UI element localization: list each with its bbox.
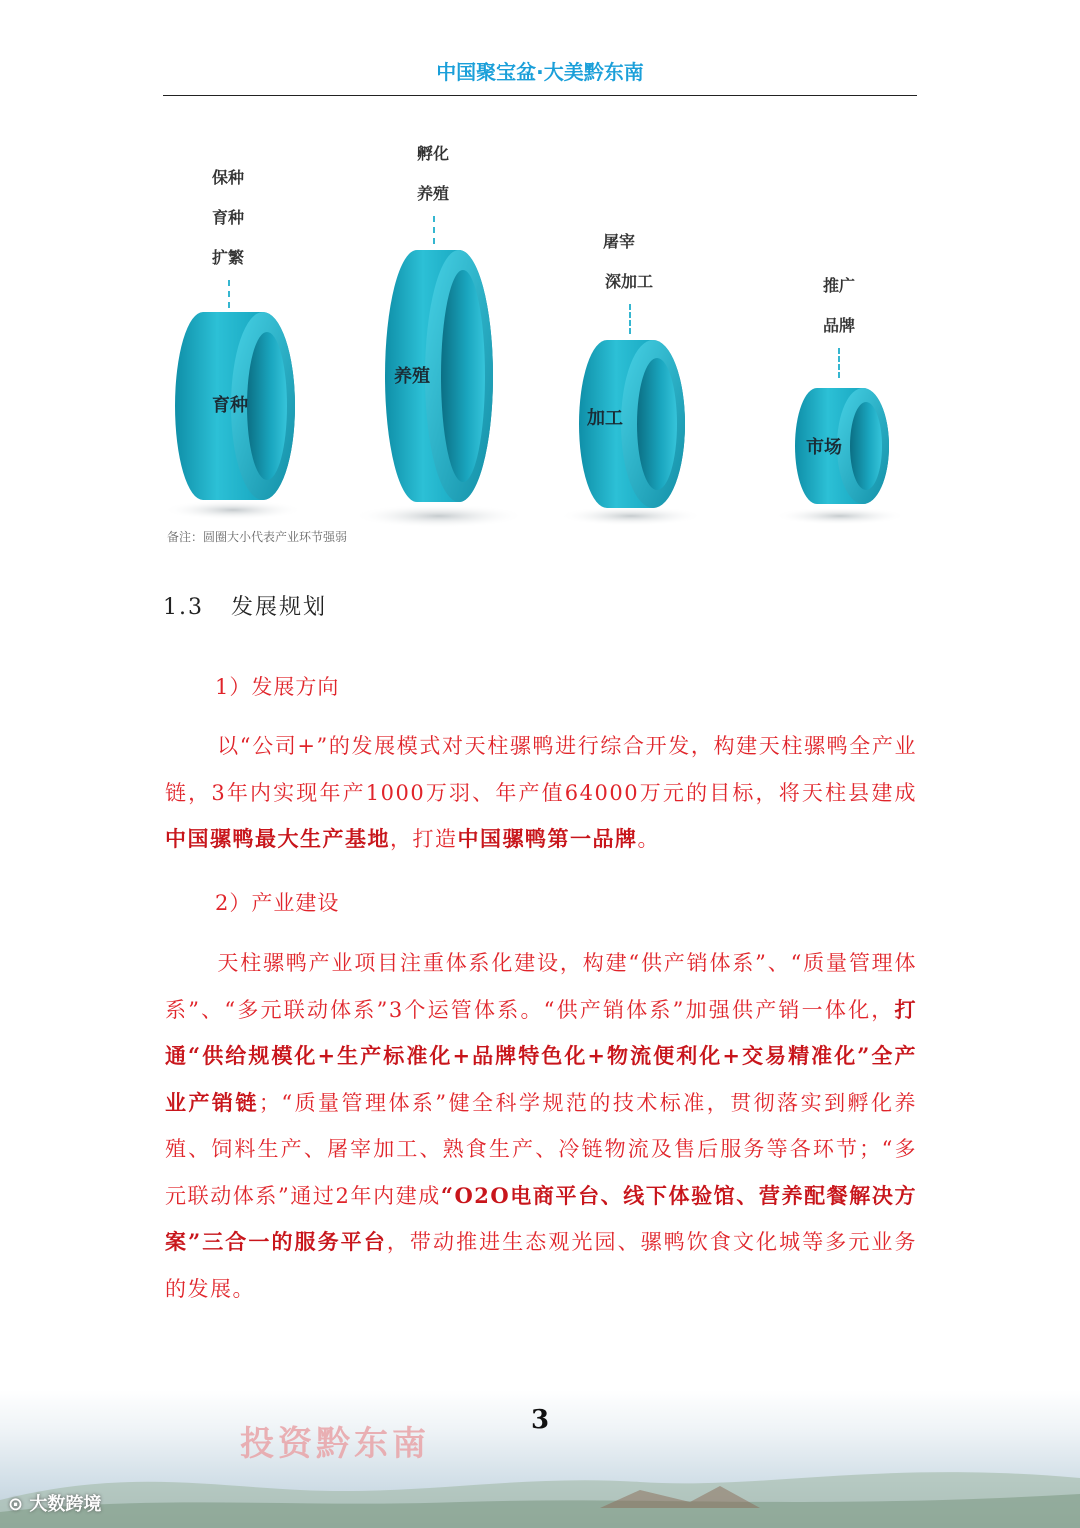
subheading-construction: 2）产业建设 — [215, 891, 340, 915]
header-title: 中国聚宝盆·大美黔东南 — [436, 60, 644, 84]
ring-2-stage-1: 孵化 — [416, 144, 449, 163]
rings-graphic — [163, 118, 917, 528]
para1-bold-brand: 中国骡鸭第一品牌 — [457, 826, 638, 851]
ring-2-stage-2: 养殖 — [416, 184, 449, 203]
para1-text-e: 。 — [637, 827, 660, 851]
watermark-logo: ⊙ 大数跨境 — [8, 1494, 102, 1515]
ring-3-label: 加工 — [587, 408, 623, 429]
para1-text-a: 以“公司+”的发展模式对天柱骡鸭进行综合开发，构建天柱骡鸭全产业链，3年内实现年产1000万羽、年产值64000万元的目标，将天柱县建成 — [165, 734, 917, 805]
section-heading — [163, 590, 327, 621]
ring-4-stage-1: 推广 — [822, 276, 855, 295]
para1-bold-base: 中国骡鸭最大生产基地 — [165, 826, 390, 851]
ring-2 — [353, 250, 525, 528]
ring-1 — [163, 312, 303, 520]
section-number: 1.3 — [163, 595, 204, 620]
ring-4 — [774, 388, 906, 525]
ring-1-stage-1: 保种 — [211, 168, 244, 187]
section-title: 发展规划 — [230, 595, 327, 620]
footer-brand: 投资黔东南 — [240, 1424, 430, 1464]
para2-text-a: 天柱骡鸭产业项目注重体系化建设，构建“供产销体系”、“质量管理体系”、“多元联动体系”3个运管体系。“供产销体系”加强供产销一体化， — [165, 951, 917, 1022]
para2-bold-platform: “O2O电商平台、线下体验馆、营养配餐解决方案”三合一的服务平台 — [165, 1182, 917, 1254]
para2-text-c: ；“质量管理体系”健全科学规范的技术标准，贯彻落实到孵化养殖、饲料生产、屠宰加工、熟食生产、冷链物流及售后服务等各环节；“多元联动体系”通过2年内建成 — [165, 1090, 917, 1208]
para2-bold-chain: 打通“供给规模化+生产标准化+品牌特色化+物流便利化+交易精准化”全产业产销链 — [165, 996, 917, 1115]
ring-1-stage-3: 扩繁 — [211, 248, 244, 267]
header-divider — [163, 95, 917, 96]
ring-1-stage-2: 育种 — [211, 208, 244, 227]
diagram-note: 备注：圆圈大小代表产业环节强弱 — [167, 530, 348, 544]
watermark-text: 大数跨境 — [29, 1494, 102, 1515]
ring-2-label: 养殖 — [394, 366, 430, 387]
ring-4-label: 市场 — [806, 437, 842, 458]
ring-3-stage-1: 屠宰 — [602, 232, 635, 251]
page-number: 3 — [530, 1405, 550, 1435]
ring-4-stage-2: 品牌 — [822, 316, 855, 335]
para2-text-e: ，带动推进生态观光园、骡鸭饮食文化城等多元业务的发展。 — [165, 1230, 917, 1301]
ring-1-label: 育种 — [212, 395, 248, 416]
paragraph-direction — [165, 723, 917, 863]
subheading-direction: 1）发展方向 — [215, 675, 340, 699]
industry-chain-diagram — [163, 118, 917, 528]
ring-3-stage-2: 深加工 — [604, 272, 653, 291]
para1-text-c: ，打造 — [390, 827, 458, 851]
ring-3 — [559, 340, 703, 526]
paragraph-construction — [165, 940, 917, 1312]
